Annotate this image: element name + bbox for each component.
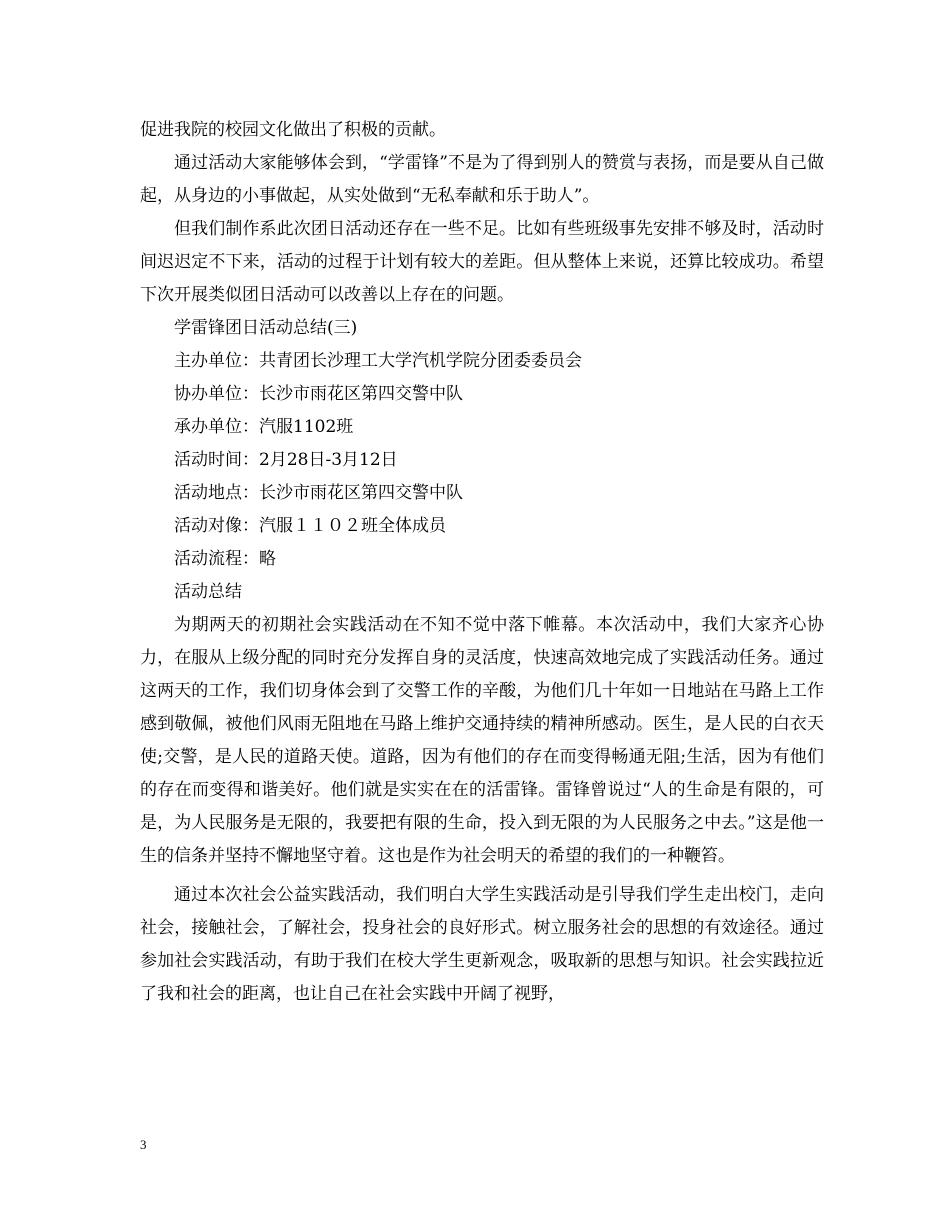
info-time: 活动时间：2月28日-3月12日 — [174, 450, 398, 470]
paragraph-reflection: 通过本次社会公益实践活动，我们明白大学生实践活动是引导我们学生走出校门，走向社会，接触社会，了解社会，投身社会的良好形式。树立服务社会的思想的有效途径。通过参加社会实践活动，有助于我们在校大学生更新观念，吸取新的思想与知识。社会实践拉近了我和社会的距离，也让自己在社会实践中开阔了视野， — [140, 885, 824, 1004]
page-number: 3 — [140, 1137, 147, 1152]
paragraph-summary: 为期两天的初期社会实践活动在不知不觉中落下帷幕。本次活动中，我们大家齐心协力，在服从上级分配的同时充分发挥自身的灵活度，快速高效地完成了实践活动任务。通过这两天的工作，我们切身体会到了交警工作的辛酸，为他们几十年如一日地站在马路上工作感到敬佩，被他们风雨无阻地在马路上维护交通持续的精神所感动。医生，是人民的白衣天使;交警，是人民的道路天使。道路，因为有他们的存在而变得畅通无阻;生活，因为有他们的存在而变得和谐美好。他们就是实实在在的活雷锋。雷锋曾说过“人的生命是有限的，可是，为人民服务是无限的，我要把有限的生命，投入到无限的为人民服务之中去。”这是他一生的信条并坚持不懈地坚守着。这也是作为社会明天的希望的我们的一种鞭笞。 — [140, 615, 824, 866]
paragraph-continuation: 促进我院的校园文化做出了积极的贡献。 — [140, 120, 446, 140]
info-organizer: 主办单位：共青团长沙理工大学汽机学院分团委委员会 — [174, 351, 582, 371]
section-heading: 学雷锋团日活动总结(三) — [174, 318, 358, 338]
document-body — [140, 114, 824, 1011]
paragraph-shortcomings: 但我们制作系此次团日活动还存在一些不足。比如有些班级事先安排不够及时，活动时间迟迟定不下来，活动的过程于计划有较大的差距。但从整体上来说，还算比较成功。希望下次开展类似团日活动可以改善以上存在的问题。 — [140, 219, 824, 305]
paragraph-learn-leifeng: 通过活动大家能够体会到，“学雷锋”不是为了得到别人的赞赏与表扬，而是要从自己做起，从身边的小事做起，从实处做到“无私奉献和乐于助人”。 — [140, 153, 824, 206]
info-process: 活动流程：略 — [174, 549, 276, 569]
info-participants: 活动对像：汽服１１０２班全体成员 — [174, 516, 446, 536]
info-co-organizer: 协办单位：长沙市雨花区第四交警中队 — [174, 384, 463, 404]
summary-heading: 活动总结 — [174, 582, 242, 602]
info-location: 活动地点：长沙市雨花区第四交警中队 — [174, 483, 463, 503]
info-host: 承办单位：汽服1102班 — [174, 417, 354, 437]
